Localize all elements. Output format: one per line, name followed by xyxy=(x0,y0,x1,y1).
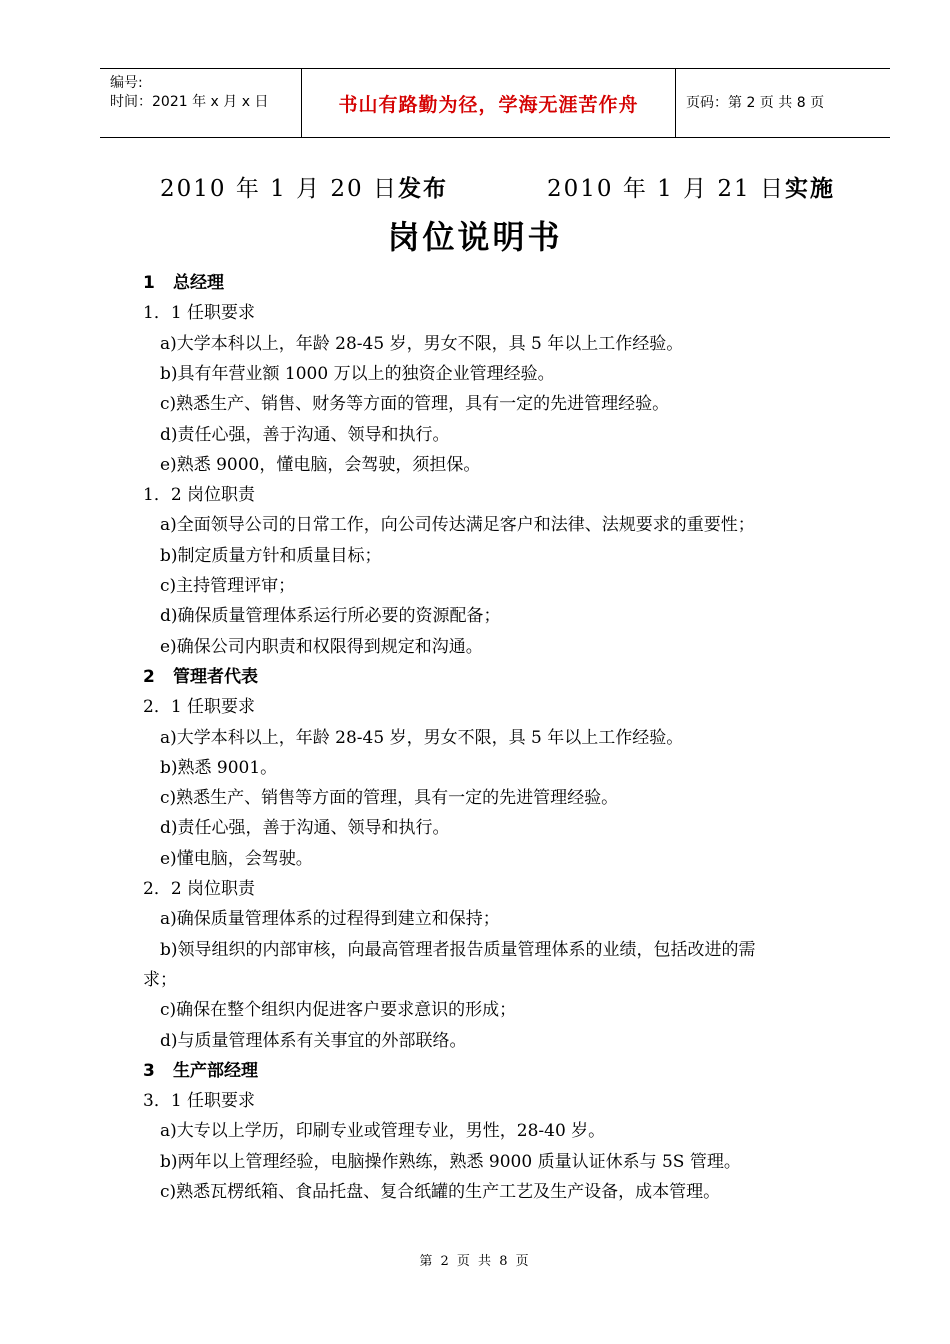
section-number: 2 xyxy=(143,667,155,687)
header-meta xyxy=(110,74,268,112)
item-line: d)与质量管理体系有关事宜的外部联络。 xyxy=(160,1031,467,1051)
item-line: c)确保在整个组织内促进客户要求意识的形成； xyxy=(160,1000,517,1020)
item-line: d)确保质量管理体系运行所必要的资源配备； xyxy=(160,606,501,626)
item-line: b)两年以上管理经验，电脑操作熟练，熟悉 9000 质量认证休系与 5S 管理。 xyxy=(160,1152,741,1172)
item-line: a)全面领导公司的日常工作，向公司传达满足客户和法律、法规要求的重要性； xyxy=(160,515,755,535)
effective-label: 实施 xyxy=(785,176,835,202)
page-header xyxy=(100,68,890,138)
item-line: c)熟悉生产、销售等方面的管理，具有一定的先进管理经验。 xyxy=(160,788,619,808)
item-line: a)大专以上学历，印刷专业或管理专业，男性，28-40 岁。 xyxy=(160,1121,606,1141)
item-line: b)领导组织的内部审核，向最高管理者报告质量管理体系的业绩，包括改进的需 xyxy=(160,940,756,960)
item-line: b)具有年营业额 1000 万以上的独资企业管理经验。 xyxy=(160,364,555,384)
doc-time: 时间：2021 年 x 月 x 日 xyxy=(110,94,269,110)
section-title: 生产部经理 xyxy=(173,1061,258,1081)
item-line: d)责任心强，善于沟通、领导和执行。 xyxy=(160,818,450,838)
subsection-line: 2．1 任职要求 xyxy=(143,697,256,717)
subsection-line: 1．2 岗位职责 xyxy=(143,485,256,505)
page-footer: 第 2 页 共 8 页 xyxy=(419,1254,531,1269)
section-heading xyxy=(143,272,224,294)
header-motto: 书山有路勤为径，学海无涯苦作舟 xyxy=(338,93,639,116)
section-heading xyxy=(143,1060,258,1082)
section-title: 总经理 xyxy=(173,273,224,293)
publish-date xyxy=(160,170,448,203)
section-title: 管理者代表 xyxy=(173,667,258,687)
effective-date-value: 2010 年 1 月 21 日 xyxy=(547,176,785,202)
subsection-line: 求； xyxy=(143,970,177,990)
subsection-line: 3．1 任职要求 xyxy=(143,1091,256,1111)
item-line: e)确保公司内职责和权限得到规定和沟通。 xyxy=(160,637,483,657)
publish-date-value: 2010 年 1 月 20 日 xyxy=(160,176,398,202)
dates-row xyxy=(0,170,950,202)
subsection-line: 2．2 岗位职责 xyxy=(143,879,256,899)
section-number: 1 xyxy=(143,273,155,293)
effective-date xyxy=(547,170,835,203)
publish-label: 发布 xyxy=(398,176,448,202)
subsection-line: 1．1 任职要求 xyxy=(143,303,256,323)
item-line: a)确保质量管理体系的过程得到建立和保持； xyxy=(160,909,500,929)
item-line: b)制定质量方针和质量目标； xyxy=(160,546,382,566)
item-line: e)懂电脑，会驾驶。 xyxy=(160,849,313,869)
header-page-info: 页码：第 2 页 共 8 页 xyxy=(686,95,825,111)
item-line: b)熟悉 9001。 xyxy=(160,758,278,778)
item-line: c)熟悉瓦楞纸箱、食品托盘、复合纸罐的生产工艺及生产设备，成本管理。 xyxy=(160,1182,721,1202)
item-line: e)熟悉 9000，懂电脑，会驾驶，须担保。 xyxy=(160,455,481,475)
item-line: c)主持管理评审； xyxy=(160,576,296,596)
document-title: 岗位说明书 xyxy=(387,218,563,256)
header-divider xyxy=(675,69,676,137)
item-line: d)责任心强，善于沟通、领导和执行。 xyxy=(160,425,450,445)
section-number: 3 xyxy=(143,1061,155,1081)
section-heading xyxy=(143,666,258,688)
doc-number: 编号: xyxy=(110,75,143,91)
item-line: a)大学本科以上，年龄 28-45 岁，男女不限，具 5 年以上工作经验。 xyxy=(160,728,684,748)
item-line: a)大学本科以上，年龄 28-45 岁，男女不限，具 5 年以上工作经验。 xyxy=(160,334,684,354)
item-line: c)熟悉生产、销售、财务等方面的管理，具有一定的先进管理经验。 xyxy=(160,394,670,414)
